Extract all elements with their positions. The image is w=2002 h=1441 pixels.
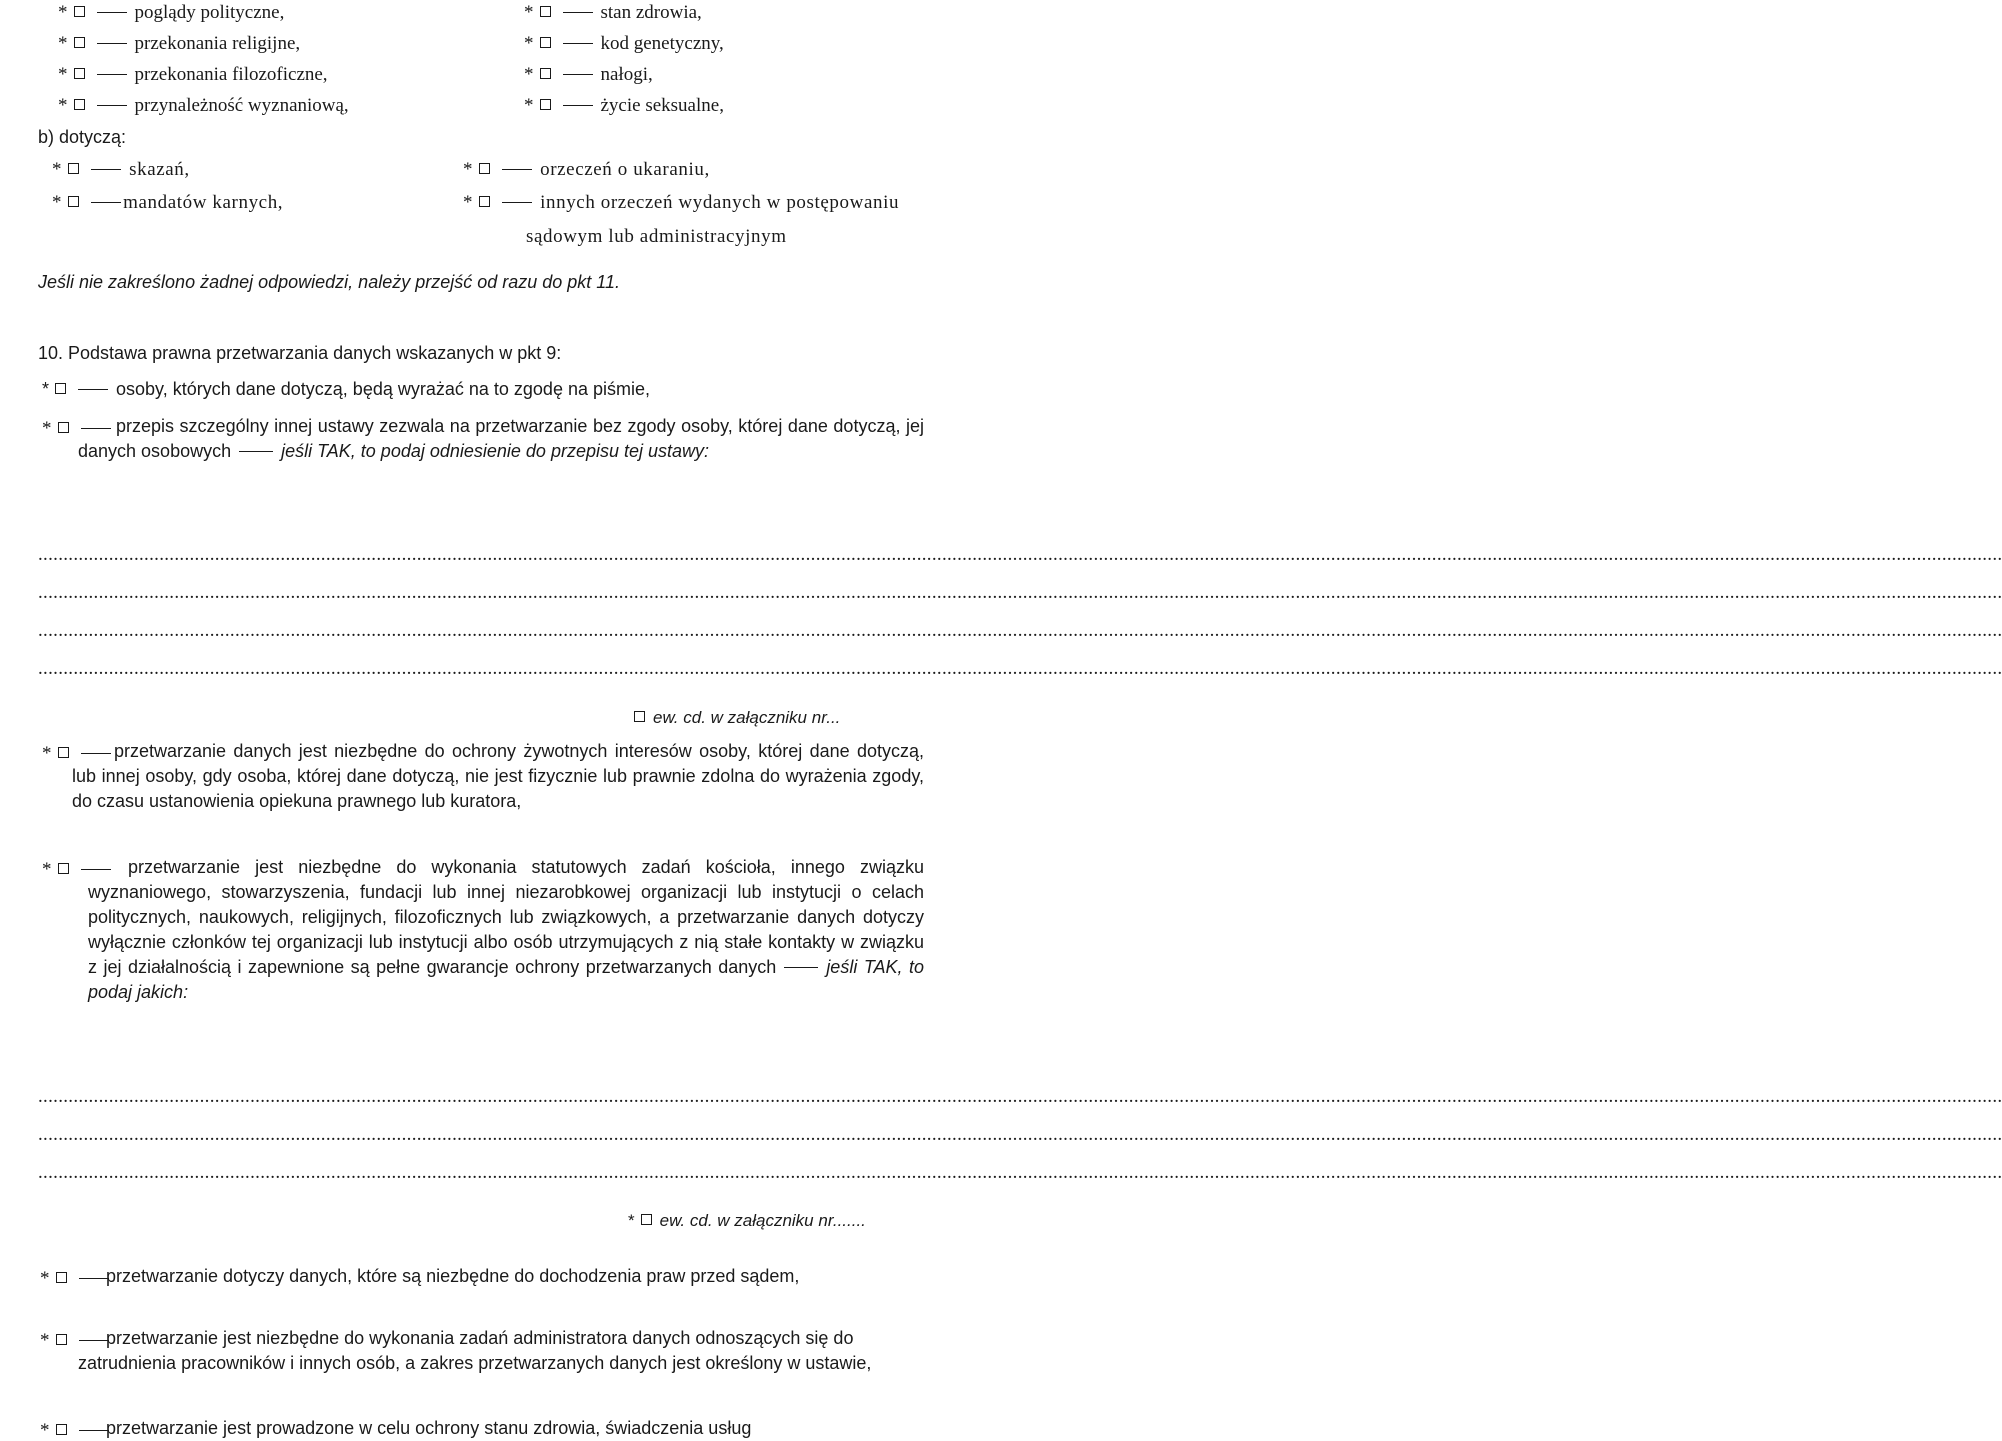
option-court-claims-text (78, 1264, 868, 1289)
church-label: przetwarzanie jest niezbędne do wykonania statutowych zadań kościoła, innego związku wyznaniowego, stowarzyszenia, fundacji lub innej niezarobkowej organizacji lub instytucji o celach politycznych, naukowych, religijnych, filozoficznych lub związkowych, a przetwarzanie danych dotyczy wyłącznie członków tej organizacji lub instytucji albo osób utrzymujących z nią stałe kontakty w związku z jej działalnością i zapewnione są pełne gwarancje ochrony przetwarzanych danych (88, 857, 924, 977)
item-genetic-code (524, 34, 724, 53)
checkbox-sexual-life[interactable] (540, 99, 551, 110)
required-star: * (40, 1420, 50, 1441)
fill-line[interactable]: ..................................................................................................................................................................................................................................................................................................................................................................................................... (38, 1162, 2002, 1183)
checkbox-special-law[interactable] (58, 422, 69, 433)
dash-separator (97, 12, 127, 13)
special-law-instruction: jeśli TAK, to podaj odniesienie do przepisu tej ustawy: (281, 441, 710, 461)
penalty-tickets-label: mandatów karnych, (123, 192, 284, 213)
item-sexual-life (524, 96, 724, 115)
checkbox-other-rulings[interactable] (479, 196, 490, 207)
annex-continuation-2 (628, 1212, 866, 1229)
required-star: * (42, 379, 50, 399)
checkbox-church[interactable] (58, 863, 69, 874)
checkbox-health-protection[interactable] (56, 1424, 67, 1435)
option-written-consent (42, 380, 650, 398)
item-penalty-tickets (52, 193, 283, 212)
dash-separator (502, 169, 532, 170)
checkbox-annex[interactable] (634, 711, 645, 722)
required-star: * (58, 95, 68, 116)
checkbox-convictions[interactable] (68, 163, 79, 174)
option-vital-interests-text (72, 739, 924, 814)
required-star: * (524, 2, 534, 23)
convictions-label: skazań, (129, 159, 190, 180)
required-star: * (52, 192, 63, 213)
required-star: * (58, 33, 68, 54)
checkbox-employment[interactable] (56, 1334, 67, 1345)
checkbox-addictions[interactable] (540, 68, 551, 79)
church-instruction: jeśli TAK, to podaj jakich: (88, 957, 924, 1002)
checkbox-written-consent[interactable] (55, 383, 66, 394)
item-penalty-rulings (463, 160, 710, 179)
dash-separator (239, 451, 273, 452)
dash-separator (563, 12, 593, 13)
checkbox-genetic-code[interactable] (540, 37, 551, 48)
dash-separator (502, 202, 532, 203)
penalty-rulings-label: orzeczeń o ukaraniu, (540, 159, 710, 180)
checkbox-penalty-rulings[interactable] (479, 163, 490, 174)
fill-line[interactable]: ..................................................................................................................................................................................................................................................................................................................................................................................................... (38, 1124, 2002, 1145)
dash-separator (97, 43, 127, 44)
religious-affiliation-label: przynależność wyznaniową, (134, 95, 349, 116)
required-star: * (628, 1211, 635, 1230)
required-star: * (58, 64, 68, 85)
genetic-code-label: kod genetyczny, (600, 33, 724, 54)
required-star: * (524, 95, 534, 116)
dash-separator (784, 967, 818, 968)
item-religious-affiliation (58, 96, 349, 115)
required-star: * (42, 418, 52, 439)
option-special-law-text (78, 414, 924, 464)
other-rulings-continuation: sądowym lub administracyjnym (526, 226, 787, 247)
sexual-life-label: życie seksualne, (600, 95, 724, 116)
fill-line[interactable]: ..................................................................................................................................................................................................................................................................................................................................................................................................... (38, 582, 2002, 603)
dash-separator (563, 74, 593, 75)
item-philosophical-beliefs (58, 65, 328, 84)
vital-interests-label: przetwarzanie danych jest niezbędne do ochrony żywotnych interesów osoby, której dane dotyczą, lub innej osoby, gdy osoba, której dane dotyczą, nie jest fizycznie lub prawnie zdolna do wyrażenia zgody, do czasu ustanowienia opiekuna prawnego lub kuratora, (72, 741, 924, 811)
written-consent-label: osoby, których dane dotyczą, będą wyrażać na to zgodę na piśmie, (116, 379, 650, 399)
item-convictions (52, 160, 190, 179)
annex-label: ew. cd. w załączniku nr... (653, 708, 841, 727)
addictions-label: nałogi, (600, 64, 653, 85)
dash-separator (97, 74, 127, 75)
option-health-protection-text: przetwarzanie jest prowadzone w celu ochrony stanu zdrowia, świadczenia usług (106, 1418, 752, 1438)
option-church-text (88, 855, 924, 1005)
philosophical-beliefs-label: przekonania filozoficzne, (134, 64, 328, 85)
fill-line[interactable]: ..................................................................................................................................................................................................................................................................................................................................................................................................... (38, 620, 2002, 641)
checkbox-annex-2[interactable] (641, 1214, 652, 1225)
other-rulings-label: innych orzeczeń wydanych w postępowaniu (540, 192, 900, 213)
checkbox-court-claims[interactable] (56, 1272, 67, 1283)
checkbox-philosophical-beliefs[interactable] (74, 68, 85, 79)
required-star: * (58, 2, 68, 23)
required-star: * (42, 743, 52, 764)
special-law-label: przepis szczególny innej ustawy zezwala na przetwarzanie bez zgody osoby, której dane dotyczą, jej danych osobowych (78, 416, 924, 461)
required-star: * (40, 1268, 50, 1289)
political-views-label: poglądy polityczne, (134, 2, 285, 23)
checkbox-religious-beliefs[interactable] (74, 37, 85, 48)
dash-separator (91, 202, 121, 203)
dash-separator (91, 169, 121, 170)
dash-separator (563, 105, 593, 106)
checkbox-penalty-tickets[interactable] (68, 196, 79, 207)
required-star: * (42, 859, 52, 880)
item-other-rulings (463, 193, 899, 212)
checkbox-health-status[interactable] (540, 6, 551, 17)
required-star: * (524, 33, 534, 54)
required-star: * (463, 159, 474, 180)
dash-separator (78, 389, 108, 390)
annex-continuation (634, 709, 840, 726)
annex-label-2: ew. cd. w załączniku nr....... (659, 1211, 866, 1230)
checkbox-political-views[interactable] (74, 6, 85, 17)
item-health-status (524, 3, 702, 22)
dash-separator (79, 1430, 109, 1431)
option-employment-text (78, 1326, 918, 1376)
question-10-title: 10. Podstawa prawna przetwarzania danych wskazanych w pkt 9: (38, 343, 562, 363)
checkbox-vital-interests[interactable] (58, 747, 69, 758)
item-addictions (524, 65, 653, 84)
required-star: * (40, 1330, 50, 1351)
checkbox-religious-affiliation[interactable] (74, 99, 85, 110)
required-star: * (524, 64, 534, 85)
item-political-views (58, 3, 284, 22)
employment-label: przetwarzanie jest niezbędne do wykonania zadań administratora danych odnoszących się do zatrudnienia pracowników i innych osób, a zakres przetwarzanych danych jest określony w ustawie, (78, 1328, 872, 1373)
health-status-label: stan zdrowia, (600, 2, 702, 23)
fill-line[interactable]: ..................................................................................................................................................................................................................................................................................................................................................................................................... (38, 544, 2002, 565)
required-star: * (463, 192, 474, 213)
dash-separator (97, 105, 127, 106)
fill-line[interactable]: ..................................................................................................................................................................................................................................................................................................................................................................................................... (38, 658, 2002, 679)
fill-line[interactable]: ..................................................................................................................................................................................................................................................................................................................................................................................................... (38, 1086, 2002, 1107)
religious-beliefs-label: przekonania religijne, (134, 33, 301, 54)
dash-separator (563, 43, 593, 44)
section-b-heading: b) dotyczą: (38, 127, 127, 147)
required-star: * (52, 159, 63, 180)
court-claims-label: przetwarzanie dotyczy danych, które są niezbędne do dochodzenia praw przed sądem, (106, 1266, 800, 1286)
item-religious-beliefs (58, 34, 300, 53)
skip-instruction: Jeśli nie zakreślono żadnej odpowiedzi, należy przejść od razu do pkt 11. (38, 272, 620, 292)
